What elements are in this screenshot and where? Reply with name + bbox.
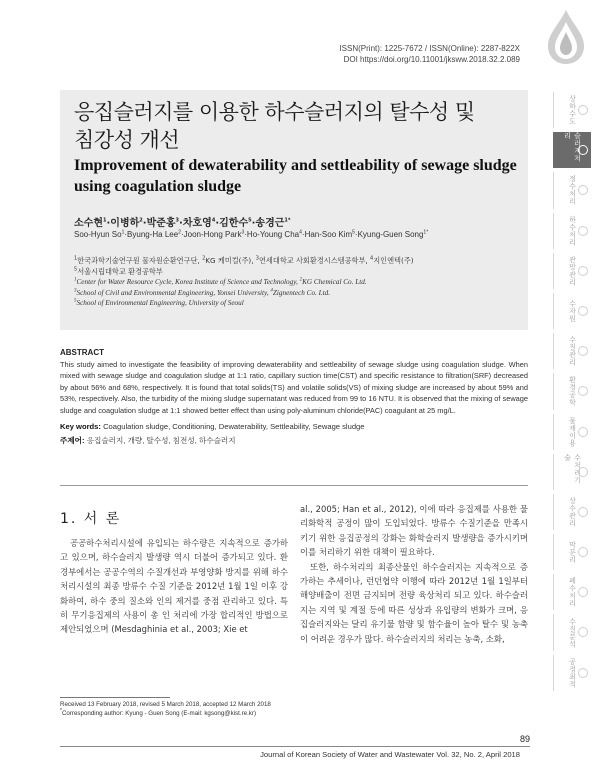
doi-line: DOI https://doi.org/10.11001/jksww.2018.32.2.089 (343, 55, 520, 64)
affil-sup: 4 (370, 255, 374, 262)
circle-icon (578, 346, 588, 356)
side-tab-label: 수자원 (568, 299, 577, 323)
english-title (74, 155, 524, 197)
side-tab[interactable] (553, 534, 591, 570)
author-superscript: 4 (299, 229, 302, 236)
side-tab[interactable] (553, 614, 591, 650)
issn-doi-block (339, 43, 520, 65)
abstract-divider (60, 485, 528, 486)
circle-icon (578, 467, 588, 477)
korean-keywords-line (60, 434, 528, 448)
circle-icon (578, 668, 588, 678)
side-tab-label: 수질관리 (568, 336, 577, 367)
circle-icon (578, 185, 588, 195)
side-tab-label: 수질분석 (568, 617, 577, 648)
abstract-section (60, 348, 528, 448)
circle-icon (578, 306, 588, 316)
author-name: 박준홍 (146, 218, 176, 229)
author-superscript: 2 (139, 217, 143, 224)
keywords-label: Key words: (60, 422, 101, 432)
author-name: Byung-Ha Lee (127, 230, 179, 239)
corresponding-sup: * (60, 707, 62, 714)
affil-sup: 5 (74, 266, 78, 273)
side-tab-label: 물재이용 (568, 416, 577, 447)
affil-text: Center for Water Resource Cycle, Korea Institute of Science and Technology, (76, 278, 300, 286)
author-name: 송경근 (255, 218, 285, 229)
affiliation-line (74, 277, 524, 288)
section-heading: 1. 서 론 (60, 511, 122, 527)
author-superscript: 1 (102, 217, 107, 224)
author-separator: · (215, 218, 220, 229)
affil-sup: 3 (74, 288, 77, 294)
journal-logo (540, 8, 592, 66)
author-name: Soo-Hyun So (74, 230, 122, 239)
page-number: 89 (520, 734, 531, 744)
english-title-line-2: using coagulation sludge (74, 178, 242, 195)
affiliation-line (74, 298, 524, 309)
side-tab[interactable] (553, 574, 591, 610)
corresponding-author (60, 709, 290, 718)
author-separator: · (251, 218, 256, 229)
paragraph: al., 2005; Han et al., 2012), 이에 따라 응집제를 사용한 물리화학적 공정이 많이 도입되었다. 방류수 수질기준을 만족시키기 위한 응집공정의 강화는 화학슬러지 발생량을 증가시키며 이를 처리하기 위한 대책이 필요하다. (300, 504, 528, 558)
side-tab[interactable] (553, 253, 591, 289)
side-tab[interactable] (553, 655, 591, 691)
side-tab-label: 폐수처리 (568, 577, 577, 608)
circle-icon (578, 627, 588, 637)
affil-text: 지인엔텍(주) (373, 256, 414, 265)
author-name: 소수현 (74, 218, 103, 229)
side-tab[interactable] (553, 172, 591, 208)
paragraph: 또한, 하수처리의 최종산물인 하수슬러지는 지속적으로 증가하는 추세이나, 런던협약 이행에 따라 2012년 1월 1일부터 해양배출이 전면 금지되며 전량 육상처리 되고 있다. 하수슬러지는 지역 및 계절 등에 따른 성상과 유입량의 변화가 크며, 응집슬러지와는 달리 유기물 함량 및 함수율이 높아 탈수 및 농축이 어려운 경우가 많다. 하수슬러지의 처리는 농축, 소화, (300, 561, 528, 644)
side-tab-label: 상하수도 (568, 95, 577, 126)
author-name: 차호영 (182, 218, 212, 229)
author-superscript: 1* (284, 217, 291, 224)
korean-authors (74, 214, 290, 229)
side-tab-label: 수처리기술 (563, 453, 582, 484)
corresponding-text: Corresponding author: Kyung - Guen Song (E-mail: kgsong@kist.re.kr) (61, 710, 257, 717)
korean-keywords-label: 주제어: (60, 436, 85, 446)
side-tab-label: 하수처리 (568, 215, 577, 246)
author-superscript: 3 (241, 229, 245, 236)
author-name: Ho-Young Cha (246, 230, 300, 239)
side-tab[interactable] (553, 132, 591, 168)
affil-sup: 4 (270, 288, 273, 294)
side-tab[interactable] (553, 494, 591, 530)
side-tab[interactable] (553, 373, 591, 409)
author-superscript: 2 (178, 229, 181, 236)
author-name: Han-Soo Kim (304, 230, 353, 239)
author-superscript: 1* (423, 229, 429, 236)
received-dates: Received 13 February 2018, revised 5 March 2018, accepted 12 March 2018 (60, 701, 271, 708)
korean-title-line-2: 침강성 개선 (74, 128, 180, 152)
affil-text: Zignentech Co. Ltd. (272, 288, 331, 297)
english-title-line-1: Improvement of dewaterability and settleability of sewage sludge (74, 157, 517, 174)
affil-sup: 1 (74, 277, 77, 283)
circle-icon (578, 547, 588, 557)
author-superscript: 4 (211, 217, 216, 224)
side-tab[interactable] (553, 213, 591, 249)
affiliation-line (74, 288, 524, 299)
circle-icon (578, 226, 588, 236)
affil-text: School of Environmental Engineering, University of Seoul (76, 299, 244, 307)
affil-sup: 2 (299, 277, 303, 283)
circle-icon (578, 507, 588, 517)
korean-title (74, 98, 504, 154)
author-separator: · (142, 218, 147, 229)
author-name: 김한수 (219, 218, 249, 229)
author-superscript: 3 (175, 217, 180, 224)
abstract-body: This study aimed to investigate the feasibility of improving dewaterability and settleability of sewage sludge using coagulation sludge. When mixed with sewage sludge and coagulation sludge at 1:1 ratio, capillary suction time(CST) and specific resistance to filtration(SRF) decreased by about 56% and 68%, respectively. It is found that total solids(TS) and volatile solids(VS) of mixing sludge are increased by about 59% and 53%, respectively. Also, the turbidity of the mixing sludge supernatant was reduced from 99 to 16 NTU. It is observed that the mixing of sewage sludge and coagulation sludge at 1:1 showed better effect than using poly-aluminum chloride(PAC) coagulant at 25 mg/L. (60, 360, 528, 415)
issn-line: ISSN(Print): 1225-7672 / ISSN(Online): 2287-822X (339, 44, 520, 53)
affiliation-line (74, 267, 524, 278)
side-tab-label: 슬러지처리 (563, 132, 582, 163)
journal-footer: Journal of Korean Society of Water and Wastewater Vol. 32, No. 2, April 2018 (260, 750, 520, 759)
author-separator: · (179, 218, 183, 229)
circle-icon (578, 427, 588, 437)
side-tab[interactable] (553, 333, 591, 369)
circle-icon (578, 105, 588, 115)
author-name: Joon-Hong Park (183, 230, 242, 239)
circle-icon (578, 587, 588, 597)
author-name: 이병하 (110, 218, 140, 229)
side-tab-index (553, 92, 591, 695)
author-name: Kyung-Guen Song (357, 230, 424, 239)
author-separator: · (244, 230, 247, 239)
side-tab[interactable] (553, 293, 591, 329)
author-separator: · (106, 218, 111, 229)
author-superscript: 5 (352, 229, 355, 236)
footnote-divider (60, 697, 170, 698)
abstract-heading: ABSTRACT (60, 348, 104, 357)
footer-divider (60, 746, 530, 747)
side-tab-label: 정수처리 (568, 175, 577, 206)
affiliations (74, 256, 524, 309)
side-tab-label: 환경공학 (568, 376, 577, 407)
affil-sup: 1 (74, 255, 78, 262)
keywords-line (60, 420, 528, 434)
side-tab-label: 상수관리 (568, 496, 577, 527)
korean-title-line-1: 응집슬러지를 이용한 하수슬러지의 탈수성 및 (74, 100, 475, 124)
affil-text: 한국과학기술연구원 물자원순환연구단, (77, 256, 203, 265)
circle-icon (578, 266, 588, 276)
side-tab-label: 관망관리 (568, 255, 577, 286)
affil-sup: 5 (74, 298, 77, 304)
author-separator: · (180, 230, 184, 239)
paragraph: 공공하수처리시설에 유입되는 하수량은 지속적으로 증가하고 있으며, 하수슬러지 발생량 역시 더불어 증가되고 있다. 환경부에서는 공공수역의 수질개선과 부영양화 방지를 위해 하수처리시설의 최종 방류수 수질 기준을 2012년 1월 1일 이후 강화하여, 하수 중의 질소와 인의 제거를 중점 관리하고 있다. 특히 무기응집제의 사용이 총 인 처리에 가장 합리적인 방법으로 제안되었으며 (Mesdaghinia et al., 2003; Xie et (60, 538, 288, 635)
author-separator: · (301, 230, 305, 239)
side-tab[interactable] (553, 92, 591, 128)
english-authors (74, 230, 428, 239)
side-tab-label: 공정최적 (568, 657, 577, 688)
circle-icon (578, 386, 588, 396)
affil-text: KG 케미컬(주), (205, 256, 256, 265)
right-column (300, 502, 528, 646)
affil-text: School of Civil and Environmental Engineering, Yonsei University, (76, 288, 271, 297)
side-tab-label: 막분리 (568, 540, 577, 564)
side-tab[interactable] (553, 414, 591, 450)
author-separator: · (354, 230, 358, 239)
affiliation-line (74, 256, 524, 267)
author-superscript: 1 (121, 229, 125, 236)
footnotes (60, 700, 290, 718)
affil-text: 연세대학교 사회환경시스템공학부, (258, 256, 370, 265)
affil-text: KG Chemical Co. Ltd. (302, 278, 367, 286)
side-tab[interactable] (553, 454, 591, 490)
affil-sup: 3 (255, 255, 259, 262)
author-superscript: 5 (248, 217, 252, 224)
left-column (60, 510, 288, 637)
affil-sup: 2 (202, 255, 206, 262)
affil-text: 서울시립대학교 환경공학부 (77, 266, 163, 276)
korean-keywords-text: 응집슬러지, 개량, 탈수성, 침전성, 하수슬러지 (86, 436, 236, 446)
circle-icon (578, 145, 588, 155)
author-separator: · (124, 230, 128, 239)
keywords-text: Coagulation sludge, Conditioning, Dewaterability, Settleability, Sewage sludge (103, 422, 365, 432)
